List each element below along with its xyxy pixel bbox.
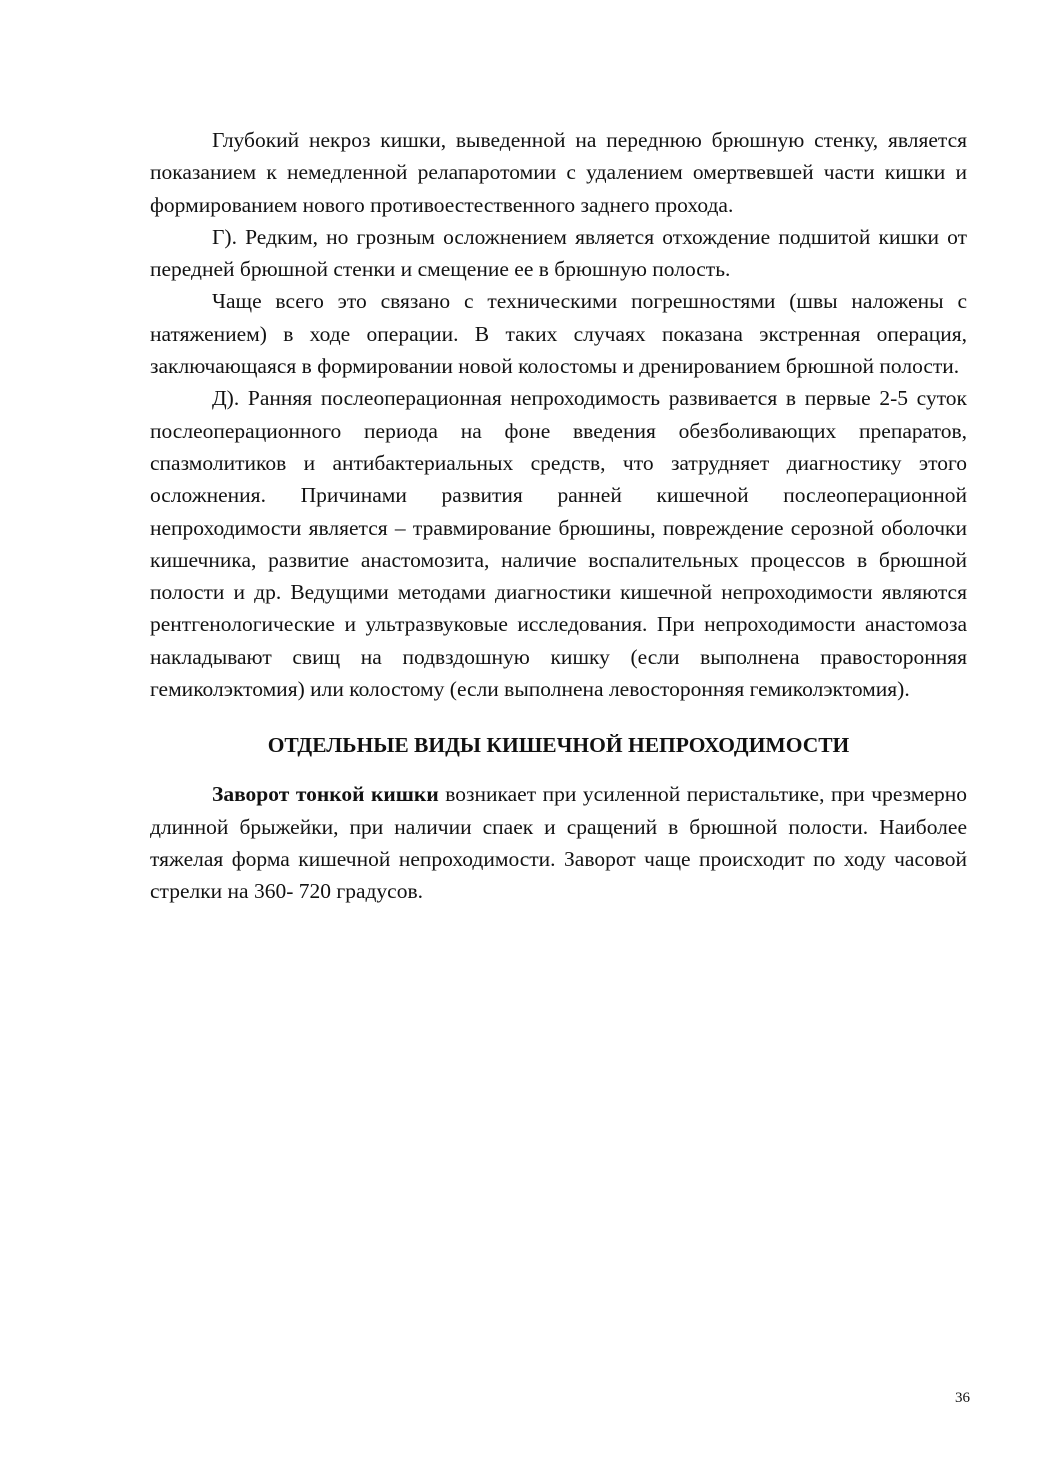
page-content (150, 124, 967, 908)
paragraph-technical-errors: Чаще всего это связано с техническими погрешностями (швы наложены с натяжением) в ходе операции. В таких случаях показана экстренная операция, заключающаяся в формировании новой колостомы и дренированием брюшной полости. (150, 289, 967, 379)
section-title: ОТДЕЛЬНЫЕ ВИДЫ КИШЕЧНОЙ НЕПРОХОДИМОСТИ (267, 733, 850, 758)
volvulus-term: Заворот тонкой кишки (212, 782, 439, 807)
page-number: 36 (955, 1390, 970, 1406)
paragraph-volvulus (150, 778, 967, 907)
paragraph-necrosis: Глубокий некроз кишки, выведенной на переднюю брюшную стенку, является показанием к немедленной релапаротомии с удалением омертвевшей части кишки и формированием нового противоестественного заднего прохода. (150, 128, 967, 217)
volvulus-description: возникает при усиленной перистальтике, при чрезмерно длинной брыжейки, при наличии спаек и сращений в брюшной полости. Наиболее тяжелая форма кишечной непроходимости. Заворот чаще происходит по ходу часовой стрелки на 360- 720 градусов. (150, 782, 967, 904)
paragraph-g-complication: Г). Редким, но грозным осложнением является отхождение подшитой кишки от передней брюшной стенки и смещение ее в брюшную полость. (150, 224, 967, 282)
paragraph-d-obstruction: Д). Ранняя послеоперационная непроходимость развивается в первые 2-5 суток послеоперационного периода на фоне введения обезболивающих препаратов, спазмолитиков и антибактериальных средств, что затрудняет диагностику этого осложнения. Причинами развития ранней кишечной послеоперационной непроходимости является – травмирование брюшины, повреждение серозной оболочки кишечника, развитие анастомозита, наличие воспалительных процессов в брюшной полости и др. Ведущими методами диагностики кишечной непроходимости являются рентгенологические и ультразвуковые исследования. При непроходимости анастомоза накладывают свищ на подвздошную кишку (если выполнена правосторонняя гемиколэктомия) или колостому (если выполнена левосторонняя гемиколэктомия). (150, 386, 967, 702)
